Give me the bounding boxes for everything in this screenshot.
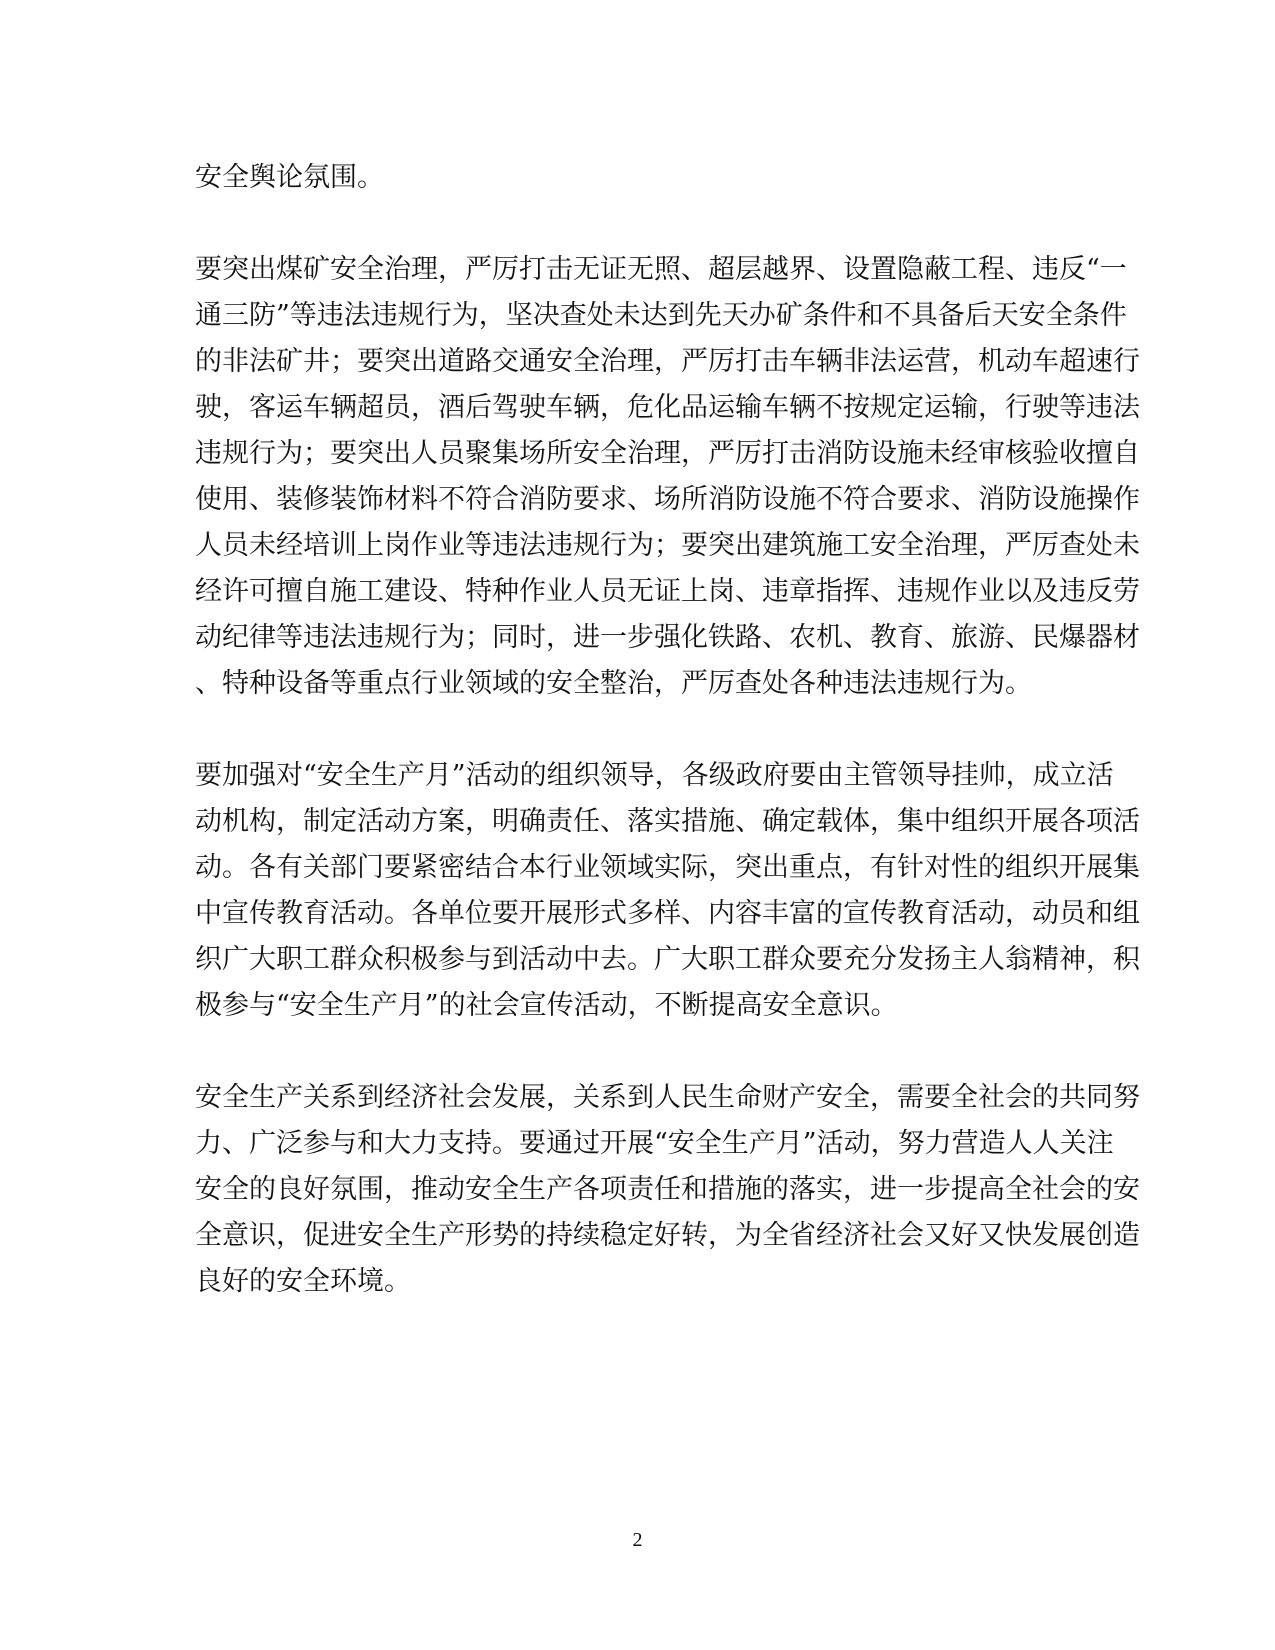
text-line: 要加强对“安全生产月”活动的组织领导，各级政府要由主管领导挂帅，成立活 [195, 760, 1114, 791]
text-line: 、特种设备等重点行业领域的安全整治，严厉查处各种违法违规行为。 [195, 668, 1032, 699]
text-line: 经许可擅自施工建设、特种作业人员无证上岗、违章指挥、违规作业以及违反劳 [195, 576, 1140, 607]
text-line: 良好的安全环境。 [195, 1266, 411, 1297]
text-line: 安全的良好氛围，推动安全生产各项责任和措施的落实，进一步提高全社会的安 [195, 1174, 1140, 1205]
text-line: 违规行为；要突出人员聚集场所安全治理，严厉打击消防设施未经审核验收擅自 [195, 438, 1140, 469]
text-line: 的非法矿井；要突出道路交通安全治理，严厉打击车辆非法运营，机动车超速行 [195, 346, 1140, 377]
text-line: 安全舆论氛围。 [195, 162, 384, 193]
text-line: 使用、装修装饰材料不符合消防要求、场所消防设施不符合要求、消防设施操作 [195, 484, 1140, 515]
text-line: 安全生产关系到经济社会发展，关系到人民生命财产安全，需要全社会的共同努 [195, 1082, 1140, 1113]
text-line: 全意识，促进安全生产形势的持续稳定好转，为全省经济社会又好又快发展创造 [195, 1220, 1140, 1251]
text-line: 驶，客运车辆超员，酒后驾驶车辆，危化品运输车辆不按规定运输，行驶等违法 [195, 392, 1140, 423]
page-number: 2 [632, 1529, 643, 1551]
text-line: 要突出煤矿安全治理，严厉打击无证无照、超层越界、设置隐蔽工程、违反“一 [195, 254, 1127, 285]
text-line: 通三防”等违法违规行为，坚决查处未达到先天办矿条件和不具备后天安全条件 [195, 300, 1127, 331]
text-line: 极参与“安全生产月”的社会宣传活动，不断提高安全意识。 [195, 990, 898, 1021]
text-line: 力、广泛参与和大力支持。要通过开展“安全生产月”活动，努力营造人人关注 [195, 1128, 1114, 1159]
text-line: 动。各有关部门要紧密结合本行业领域实际，突出重点，有针对性的组织开展集 [195, 852, 1140, 883]
text-line: 动机构，制定活动方案，明确责任、落实措施、确定载体，集中组织开展各项活 [195, 806, 1140, 837]
text-line: 人员未经培训上岗作业等违法违规行为；要突出建筑施工安全治理，严厉查处未 [195, 530, 1140, 561]
text-line: 动纪律等违法违规行为；同时，进一步强化铁路、农机、教育、旅游、民爆器材 [195, 622, 1140, 653]
text-line: 织广大职工群众积极参与到活动中去。广大职工群众要充分发扬主人翁精神，积 [195, 944, 1140, 975]
text-line: 中宣传教育活动。各单位要开展形式多样、内容丰富的宣传教育活动，动员和组 [195, 898, 1140, 929]
